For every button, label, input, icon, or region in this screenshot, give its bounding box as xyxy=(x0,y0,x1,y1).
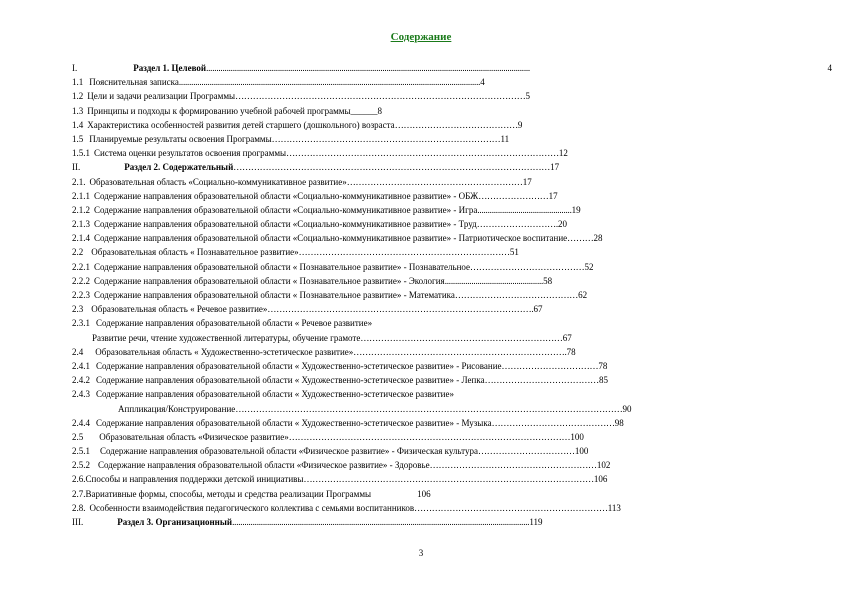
toc-entry[interactable] xyxy=(72,104,832,118)
toc-entry-leader: …………………………… xyxy=(501,360,599,371)
toc-entry-title: Содержание направления образовательной области « Познавательное развитие» - Познавательное xyxy=(94,261,471,272)
toc-entry[interactable] xyxy=(72,160,832,174)
toc-entry-number: 2.1. xyxy=(72,176,86,187)
toc-entry-title: Развитие речи, чтение художественной литературы, обучение грамоте xyxy=(92,332,361,343)
toc-entry[interactable] xyxy=(72,316,832,330)
toc-entry-leader: …………………………………………………………………………………… xyxy=(288,431,571,442)
page-number: 3 xyxy=(418,548,424,558)
toc-entry-page: 5 xyxy=(525,91,530,102)
toc-entry-leader: ……………………………………………………………………………………… xyxy=(235,91,526,102)
toc-entry[interactable] xyxy=(72,260,832,274)
toc-entry-leader: …………………………… xyxy=(478,446,575,457)
toc-entry[interactable] xyxy=(72,89,832,103)
toc-entry-number: 2.5 xyxy=(72,431,84,442)
toc-entry-leader: ………………………………………………………………………………. xyxy=(267,304,534,315)
toc-entry-leader: ………………………. xyxy=(476,219,558,230)
toc-entry-page: 106 xyxy=(593,474,608,485)
toc-entry-number: 2.5.2 xyxy=(72,460,90,471)
toc-entry[interactable] xyxy=(72,302,832,316)
toc-entry-number: 2.2.3 xyxy=(72,290,90,300)
toc-entry-page: 100 xyxy=(570,431,584,442)
toc-entry[interactable] xyxy=(72,331,832,345)
toc-entry-leader: …………………………………………………………… xyxy=(360,332,563,343)
toc-entry-page: 17 xyxy=(522,176,532,187)
toc-entry[interactable] xyxy=(72,359,832,373)
toc-entry-title: Содержание направления образовательной области « Познавательное развитие» - Экология xyxy=(94,275,445,286)
toc-entry-number: 2.7. xyxy=(72,488,86,499)
toc-entry-number: 1.4 xyxy=(72,119,84,130)
toc-entry-number: 2.2.1 xyxy=(72,261,90,272)
toc-entry[interactable] xyxy=(72,217,832,231)
toc-entry[interactable] xyxy=(72,203,832,217)
toc-entry-leader: …………………………………… xyxy=(454,290,579,300)
toc-entry-number: 2.4.2 xyxy=(72,375,90,386)
toc-entry[interactable] xyxy=(72,288,832,302)
toc-entry-number: 2.3.1 xyxy=(72,318,90,329)
toc-entry-title: Способы и направления поддержки детской инициативы xyxy=(85,474,304,485)
toc-entry-leader: …………………………………………………… xyxy=(346,176,523,187)
toc-entry-title: Раздел 1. Целевой xyxy=(133,63,207,73)
toc-entry-page: 11 xyxy=(500,133,510,144)
toc-entry-leader: ………………………………… xyxy=(484,375,599,386)
toc-entry[interactable] xyxy=(72,189,832,203)
toc-entry[interactable] xyxy=(72,416,832,430)
toc-entry-number: 2.3 xyxy=(72,304,84,315)
toc-entry[interactable] xyxy=(72,472,832,486)
toc-entry-page: 19 xyxy=(571,204,581,215)
toc-entry-title: Содержание направления образовательной области «Социально-коммуникативное развитие» - Игра xyxy=(94,204,478,215)
toc-entry-title: Образовательная область «Физическое развитие» xyxy=(99,431,289,442)
toc-entry[interactable] xyxy=(72,387,832,401)
toc-entry-title: Содержание направления образовательной области « Художественно-эстетическое развитие» xyxy=(96,389,454,400)
toc-entry-page: 17 xyxy=(548,190,558,201)
toc-entry-title: Система оценки результатов освоения программы xyxy=(94,148,287,159)
toc-entry-page: 9 xyxy=(517,119,523,130)
toc-entry-number: 2.1.1 xyxy=(72,190,90,201)
toc-entry-page: 102 xyxy=(596,460,611,471)
toc-entry-title: Содержание направления образовательной области « Художественно-эстетическое развитие» - Лепка xyxy=(96,375,485,386)
toc-entry-number: 2.8. xyxy=(72,502,86,513)
toc-entry-number: 2.4 xyxy=(72,346,84,357)
toc-entry-number: 1.2 xyxy=(72,91,84,102)
toc-entry-leader: ................................................................................................................................................... xyxy=(178,77,481,88)
toc-entry-page: 85 xyxy=(598,375,608,386)
toc-entry-number: 1.5 xyxy=(72,133,84,144)
toc-entry-number: 2.2 xyxy=(72,247,84,258)
toc-entry-number: 2.4.4 xyxy=(72,417,90,428)
toc-entry-title: Планируемые результаты освоения Программы xyxy=(89,133,272,144)
toc-entry-leader: ……… xyxy=(567,233,594,244)
toc-entry-leader: …………………… xyxy=(478,190,549,201)
toc-entry-number: 2.5.1 xyxy=(72,446,90,457)
toc-entry-page: 100 xyxy=(574,446,589,457)
toc-entry-leader: …………………………………… xyxy=(394,119,518,130)
toc-entry-title: Содержание направления образовательной области « Художественно-эстетическое развитие» - Музыка xyxy=(96,417,492,428)
toc-entry-number: I. xyxy=(72,63,78,73)
toc-entry-title: Пояснительная записка xyxy=(89,77,179,88)
toc-entry-title: Содержание направления образовательной области «Физическое развитие» - Физическая культура xyxy=(100,446,478,457)
toc-entry-page: 20 xyxy=(558,219,567,230)
toc-entry-leader: ……………………………………………………………………………………………… xyxy=(233,162,551,173)
toc-entry-leader: ……………………………………………………………………………………… xyxy=(303,474,594,485)
toc-entry-title: Содержание направления образовательной области « Художественно-эстетическое развитие» - Рисование xyxy=(96,360,502,371)
toc-entry-leader: ………………………………………………………………………………… xyxy=(286,148,559,159)
toc-entry-page: 58 xyxy=(543,275,553,286)
toc-entry[interactable] xyxy=(72,146,832,160)
toc-entry-title: Цели и задачи реализации Программы xyxy=(87,91,236,102)
toc-entry-page: 8 xyxy=(377,105,383,116)
toc-entry-number: 2.4.3 xyxy=(72,389,90,400)
toc-entry-title: Образовательная область « Познавательное развитие» xyxy=(91,247,299,258)
toc-entry-leader: ………………………………………………………… xyxy=(414,502,608,513)
toc-entry-title: Раздел 3. Организационный xyxy=(117,517,233,527)
toc-entry-number: 2.2.2 xyxy=(72,275,90,286)
toc-entry-page: 51 xyxy=(509,247,519,258)
toc-entry-page: 78 xyxy=(566,346,576,357)
toc-entry-page: 67 xyxy=(562,332,572,343)
toc-entry-page: 78 xyxy=(598,360,608,371)
toc-entry-title: Содержание направления образовательной области « Речевое развитие» xyxy=(96,318,373,329)
table-of-contents xyxy=(72,61,832,529)
toc-entry-leader: .............................................. xyxy=(477,204,572,215)
toc-entry[interactable] xyxy=(72,487,832,501)
toc-entry[interactable] xyxy=(72,61,832,75)
toc-entry[interactable] xyxy=(72,458,832,472)
toc-entry[interactable] xyxy=(72,444,832,458)
toc-entry-page: 28 xyxy=(593,233,603,244)
toc-entry-page: 52 xyxy=(584,261,594,272)
toc-entry-leader: ……………………………………………………………… xyxy=(298,247,510,258)
toc-entry-title: Содержание направления образовательной области «Социально-коммуникативное развитие» - Патриотическое воспитание xyxy=(94,233,568,244)
toc-entry-number: 2.1.4 xyxy=(72,233,90,244)
toc-entry-leader: ………………………………… xyxy=(470,261,585,272)
toc-entry-title: Образовательная область « Художественно-эстетическое развитие» xyxy=(95,346,354,357)
toc-entry[interactable] xyxy=(72,118,832,132)
toc-entry-title: Содержание направления образовательной области «Социально-коммуникативное развитие» - ОБЖ xyxy=(94,190,479,201)
toc-entry-number: 1.3 xyxy=(72,105,84,116)
toc-entry-title: Образовательная область «Социально-коммуникативное развитие» xyxy=(89,176,347,187)
toc-entry[interactable] xyxy=(72,231,832,245)
toc-entry-leader: .............................................................................................................................................................. xyxy=(206,63,530,73)
toc-entry-title: Содержание направления образовательной области «Физическое развитие» - Здоровье xyxy=(98,460,430,471)
toc-entry[interactable] xyxy=(72,132,832,146)
toc-entry-title: Содержание направления образовательной области « Познавательное развитие» - Математика xyxy=(94,290,455,300)
toc-entry-page: 113 xyxy=(607,502,621,513)
toc-entry-number: 1.5.1 xyxy=(72,148,90,159)
toc-entry-page: 119 xyxy=(529,517,543,527)
toc-entry-page: 67 xyxy=(533,304,543,315)
toc-entry[interactable] xyxy=(72,175,832,189)
toc-entry-number: 2.1.2 xyxy=(72,204,90,215)
toc-entry-title: Содержание направления образовательной области «Социально-коммуникативное развитие» - Труд xyxy=(94,219,477,230)
toc-entry[interactable] xyxy=(72,515,832,529)
toc-entry-page: 4 xyxy=(480,77,485,88)
toc-entry-title: Раздел 2. Содержательный xyxy=(124,162,234,173)
toc-entry-leader: ………………………………………………………………. xyxy=(353,346,567,357)
toc-entry[interactable] xyxy=(72,402,832,416)
toc-entry-number: 2.1.3 xyxy=(72,219,90,230)
toc-entry-leader: ................................................ xyxy=(444,275,544,286)
toc-entry-title: Особенности взаимодействия педагогического коллектива с семьями воспитанников xyxy=(89,502,415,513)
toc-entry-number: II. xyxy=(72,162,81,173)
toc-entry[interactable] xyxy=(72,75,832,89)
toc-entry-leader: ………………………………………………… xyxy=(429,460,597,471)
toc-entry-title: Характеристика особенностей развития детей старшего (дошкольного) возраста xyxy=(87,119,395,130)
toc-entry-number: 1.1 xyxy=(72,77,84,88)
toc-entry-title: Принципы и подходы к формированию учебной рабочей программы______ xyxy=(87,105,378,116)
toc-entry-number: III. xyxy=(72,517,84,527)
toc-entry-title: Вариативные формы, способы, методы и средства реализации Программы xyxy=(85,488,372,499)
page-title: Содержание xyxy=(390,31,452,43)
toc-entry[interactable] xyxy=(72,430,832,444)
toc-entry-page: 4 xyxy=(827,63,832,73)
toc-entry-page: 90 xyxy=(622,403,632,414)
toc-entry-page: 98 xyxy=(614,417,624,428)
toc-entry[interactable] xyxy=(72,274,832,288)
toc-entry[interactable] xyxy=(72,345,832,359)
toc-entry-title: Аппликация/Конструирование xyxy=(118,403,236,414)
toc-entry-number: 2.4.1 xyxy=(72,360,90,371)
toc-entry-number: 2.6. xyxy=(72,474,86,485)
toc-entry-leader: ................................................................................................................................................. xyxy=(232,517,530,527)
toc-entry-page: 62 xyxy=(578,290,588,300)
toc-entry-title: Образовательная область « Речевое развитие» xyxy=(91,304,268,315)
toc-entry[interactable] xyxy=(72,373,832,387)
toc-entry-leader: …………………………………………………………………… xyxy=(271,133,501,144)
toc-entry[interactable] xyxy=(72,501,832,515)
toc-entry-page: 12 xyxy=(558,148,568,159)
toc-entry-leader: …………………………………… xyxy=(491,417,615,428)
toc-entry[interactable] xyxy=(72,245,832,259)
toc-entry-page: 17 xyxy=(550,162,560,173)
toc-entry-leader: …………………………………………………………………………………………………………………… xyxy=(235,403,623,414)
toc-entry-page: 106 xyxy=(417,488,431,499)
